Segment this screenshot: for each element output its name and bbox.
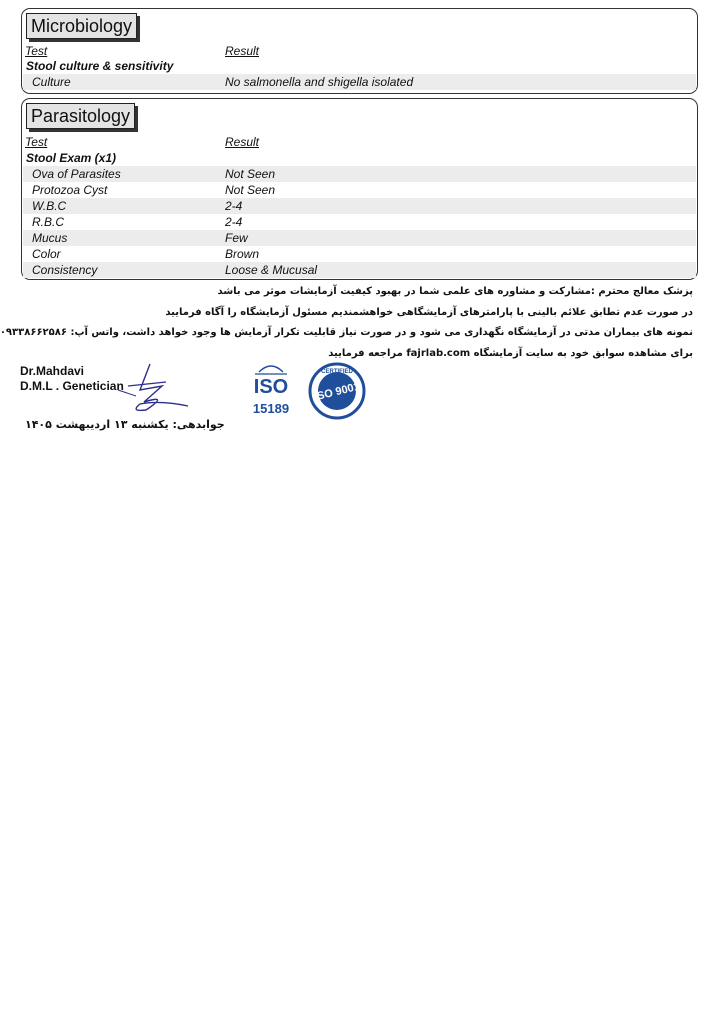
test-name: Mucus bbox=[32, 231, 68, 245]
test-result: Few bbox=[225, 231, 248, 245]
iso-9001-badge bbox=[306, 362, 368, 420]
test-group-title: Stool culture & sensitivity bbox=[26, 59, 174, 73]
test-group-title: Stool Exam (x1) bbox=[26, 151, 117, 165]
test-name: Color bbox=[32, 247, 61, 261]
iso-text: ISO bbox=[253, 376, 289, 398]
table-row bbox=[23, 166, 696, 182]
report-date: جوابدهی: یکشنبه ۱۳ اردیبهشت ۱۴۰۵ bbox=[25, 418, 225, 431]
test-name: Ova of Parasites bbox=[32, 167, 121, 181]
note-line: در صورت عدم تطابق علائم بالینی با پارامترهای آزمایشگاهی خواهشمندیم مسئول آزمایشگاه را آگاه فرمایید bbox=[165, 307, 693, 318]
test-result: 2-4 bbox=[225, 215, 243, 229]
table-row bbox=[23, 262, 696, 278]
table-row bbox=[23, 182, 696, 198]
test-result: Not Seen bbox=[225, 183, 276, 197]
test-result: Not Seen bbox=[225, 167, 276, 181]
table-row bbox=[23, 198, 696, 214]
test-result: 2-4 bbox=[225, 199, 243, 213]
section-title: Microbiology bbox=[26, 13, 137, 39]
test-name: R.B.C bbox=[32, 215, 65, 229]
table-row bbox=[23, 230, 696, 246]
iso9001-text: ISO 9001 bbox=[312, 380, 362, 404]
test-column-header: Test bbox=[25, 44, 48, 58]
iso-number: 15189 bbox=[252, 401, 290, 416]
test-result: No salmonella and shigella isolated bbox=[225, 75, 414, 89]
test-name: Protozoa Cyst bbox=[32, 183, 108, 197]
microbiology-section bbox=[21, 8, 698, 94]
table-row bbox=[23, 214, 696, 230]
result-column-header: Result bbox=[225, 135, 260, 149]
test-name: W.B.C bbox=[32, 199, 67, 213]
section-title: Parasitology bbox=[26, 103, 135, 129]
doctor-name: Dr.Mahdavi bbox=[20, 364, 85, 378]
signature-image bbox=[110, 360, 190, 416]
test-result: Brown bbox=[225, 247, 260, 261]
test-column-header: Test bbox=[25, 135, 48, 149]
result-column-header: Result bbox=[225, 44, 260, 58]
doctor-title: D.M.L . Genetician bbox=[20, 379, 124, 393]
table-row bbox=[23, 74, 696, 90]
test-name: Consistency bbox=[32, 263, 98, 277]
iso9001-ring-text: CERTIFIED bbox=[321, 369, 353, 375]
test-result: Loose & Mucusal bbox=[225, 263, 318, 277]
iso-15189-logo bbox=[245, 362, 297, 418]
test-name: Culture bbox=[32, 75, 71, 89]
note-line: برای مشاهده سوابق خود به سایت آزمایشگاه fajrlab.com مراجعه فرمایید bbox=[328, 348, 693, 359]
table-row bbox=[23, 246, 696, 262]
parasitology-section bbox=[21, 98, 698, 280]
note-line: نمونه های بیماران مدتی در آزمایشگاه نگهداری می شود و در صورت نیاز قابلیت تکرار آزمایش ها وجود خواهد داشت، واتس آپ: ۰۹۳۳۸۶۶۲۵۸۶ bbox=[0, 327, 693, 338]
note-line: پزشک معالج محترم :مشارکت و مشاوره های علمی شما در بهبود کیفیت آزمایشات موثر می باشد bbox=[217, 286, 693, 297]
